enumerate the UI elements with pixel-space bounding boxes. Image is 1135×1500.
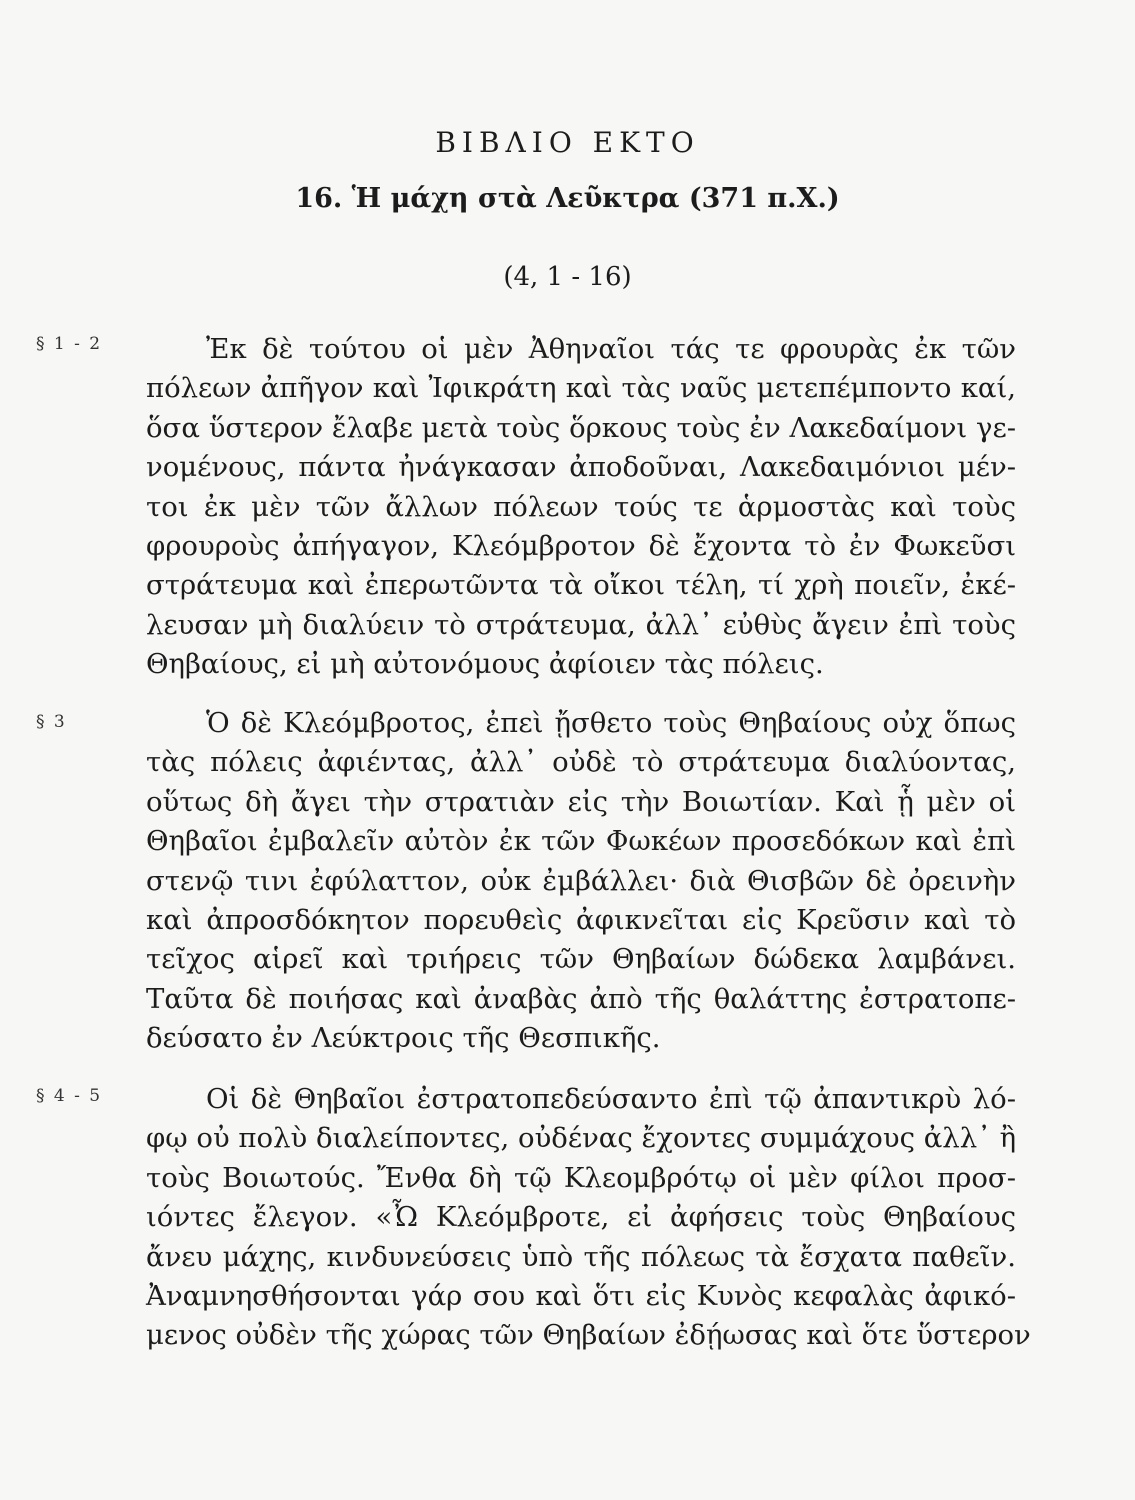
text-line: Ὁ δὲ Κλεόμβροτος, ἐπεὶ ᾔσθετο τοὺς Θηβαίους οὐχ ὅπως <box>206 707 1016 739</box>
text-line: Ἐκ δὲ τούτου οἱ μὲν Ἀθηναῖοι τάς τε φρουρὰς ἐκ τῶν <box>206 333 1016 365</box>
margin-reference: § 3 <box>36 712 67 732</box>
text-line: λευσαν μὴ διαλύειν τὸ στράτευμα, ἀλλ᾽ εὐθὺς ἄγειν ἐπὶ τοὺς <box>146 608 1016 641</box>
text-line: Θηβαίους, εἰ μὴ αὐτονόμους ἀφίοιεν τὰς πόλεις. <box>146 648 824 681</box>
text-line: τεῖχος αἱρεῖ καὶ τριήρεις τῶν Θηβαίων δώδεκα λαμβάνει. <box>146 943 1016 976</box>
text-line: νομένους, πάντα ἠνάγκασαν ἀποδοῦναι, Λακεδαιμόνιοι μέν- <box>146 451 1016 484</box>
text-line: Ταῦτα δὲ ποιήσας καὶ ἀναβὰς ἀπὸ τῆς θαλάττης ἐστρατοπε- <box>146 982 1016 1015</box>
margin-reference: § 1 - 2 <box>36 334 103 354</box>
text-line: τοι ἐκ μὲν τῶν ἄλλων πόλεων τούς τε ἁρμοστὰς καὶ τοὺς <box>146 490 1016 523</box>
text-line: στενῷ τινι ἐφύλαττον, οὐκ ἐμβάλλει· διὰ Θισβῶν δὲ ὀρεινὴν <box>146 864 1016 897</box>
margin-reference: § 4 - 5 <box>36 1086 103 1106</box>
text-line: ἄνευ μάχης, κινδυνεύσεις ὑπὸ τῆς πόλεως τὰ ἔσχατα παθεῖν. <box>146 1240 1016 1273</box>
text-line: στράτευμα καὶ ἐπερωτῶντα τὰ οἴκοι τέλη, τί χρὴ ποιεῖν, ἐκέ- <box>146 569 1016 602</box>
text-line: καὶ ἀπροσδόκητον πορευθεὶς ἀφικνεῖται εἰς Κρεῦσιν καὶ τὸ <box>146 903 1016 936</box>
text-line: Θηβαῖοι ἐμβαλεῖν αὐτὸν ἐκ τῶν Φωκέων προσεδόκων καὶ ἐπὶ <box>146 825 1016 858</box>
text-line: τοὺς Βοιωτούς. Ἔνθα δὴ τῷ Κλεομβρότῳ οἱ μὲν φίλοι προσ- <box>146 1161 1016 1194</box>
text-line: οὕτως δὴ ἄγει τὴν στρατιὰν εἰς τὴν Βοιωτίαν. Καὶ ᾗ μὲν οἱ <box>146 785 1016 818</box>
text-line: Οἱ δὲ Θηβαῖοι ἐστρατοπεδεύσαντο ἐπὶ τῷ ἀπαντικρὺ λό- <box>206 1083 1016 1115</box>
text-line: φῳ οὐ πολὺ διαλείποντες, οὐδένας ἔχοντες συμμάχους ἀλλ᾽ ἢ <box>146 1122 1017 1155</box>
paragraph <box>146 330 1016 685</box>
chapter-reference: (4, 1 - 16) <box>503 262 632 292</box>
text-line: Ἀναμνησθήσονται γάρ σου καὶ ὅτι εἰς Κυνὸς κεφαλὰς ἀφικό- <box>146 1279 1016 1312</box>
text-line: δεύσατο ἐν Λεύκτροις τῆς Θεσπικῆς. <box>146 1022 661 1055</box>
paragraph <box>146 1080 1031 1356</box>
text-line: ιόντες ἔλεγον. «Ὦ Κλεόμβροτε, εἰ ἀφήσεις τοὺς Θηβαίους <box>146 1201 1016 1234</box>
text-line: τὰς πόλεις ἀφιέντας, ἀλλ᾽ οὐδὲ τὸ στράτευμα διαλύοντας, <box>146 746 1016 779</box>
text-line: μενος οὐδὲν τῆς χώρας τῶν Θηβαίων ἐδῄωσας καὶ ὅτε ὕστερον <box>146 1319 1031 1352</box>
chapter-title: 16. Ἡ μάχη στὰ Λεῦκτρα (371 π.Χ.) <box>295 183 840 214</box>
text-line: φρουροὺς ἀπήγαγον, Κλεόμβροτον δὲ ἔχοντα τὸ ἐν Φωκεῦσι <box>146 529 1016 562</box>
text-line: πόλεων ἀπῆγον καὶ Ἰφικράτη καὶ τὰς ναῦς μετεπέμποντο καί, <box>146 372 1016 405</box>
paragraph <box>146 704 1016 1059</box>
text-line: ὅσα ὕστερον ἔλαβε μετὰ τοὺς ὅρκους τοὺς ἐν Λακεδαίμονι γε- <box>146 411 1016 444</box>
book-title: ΒΙΒΛΙΟ ΕΚΤΟ <box>435 126 700 159</box>
